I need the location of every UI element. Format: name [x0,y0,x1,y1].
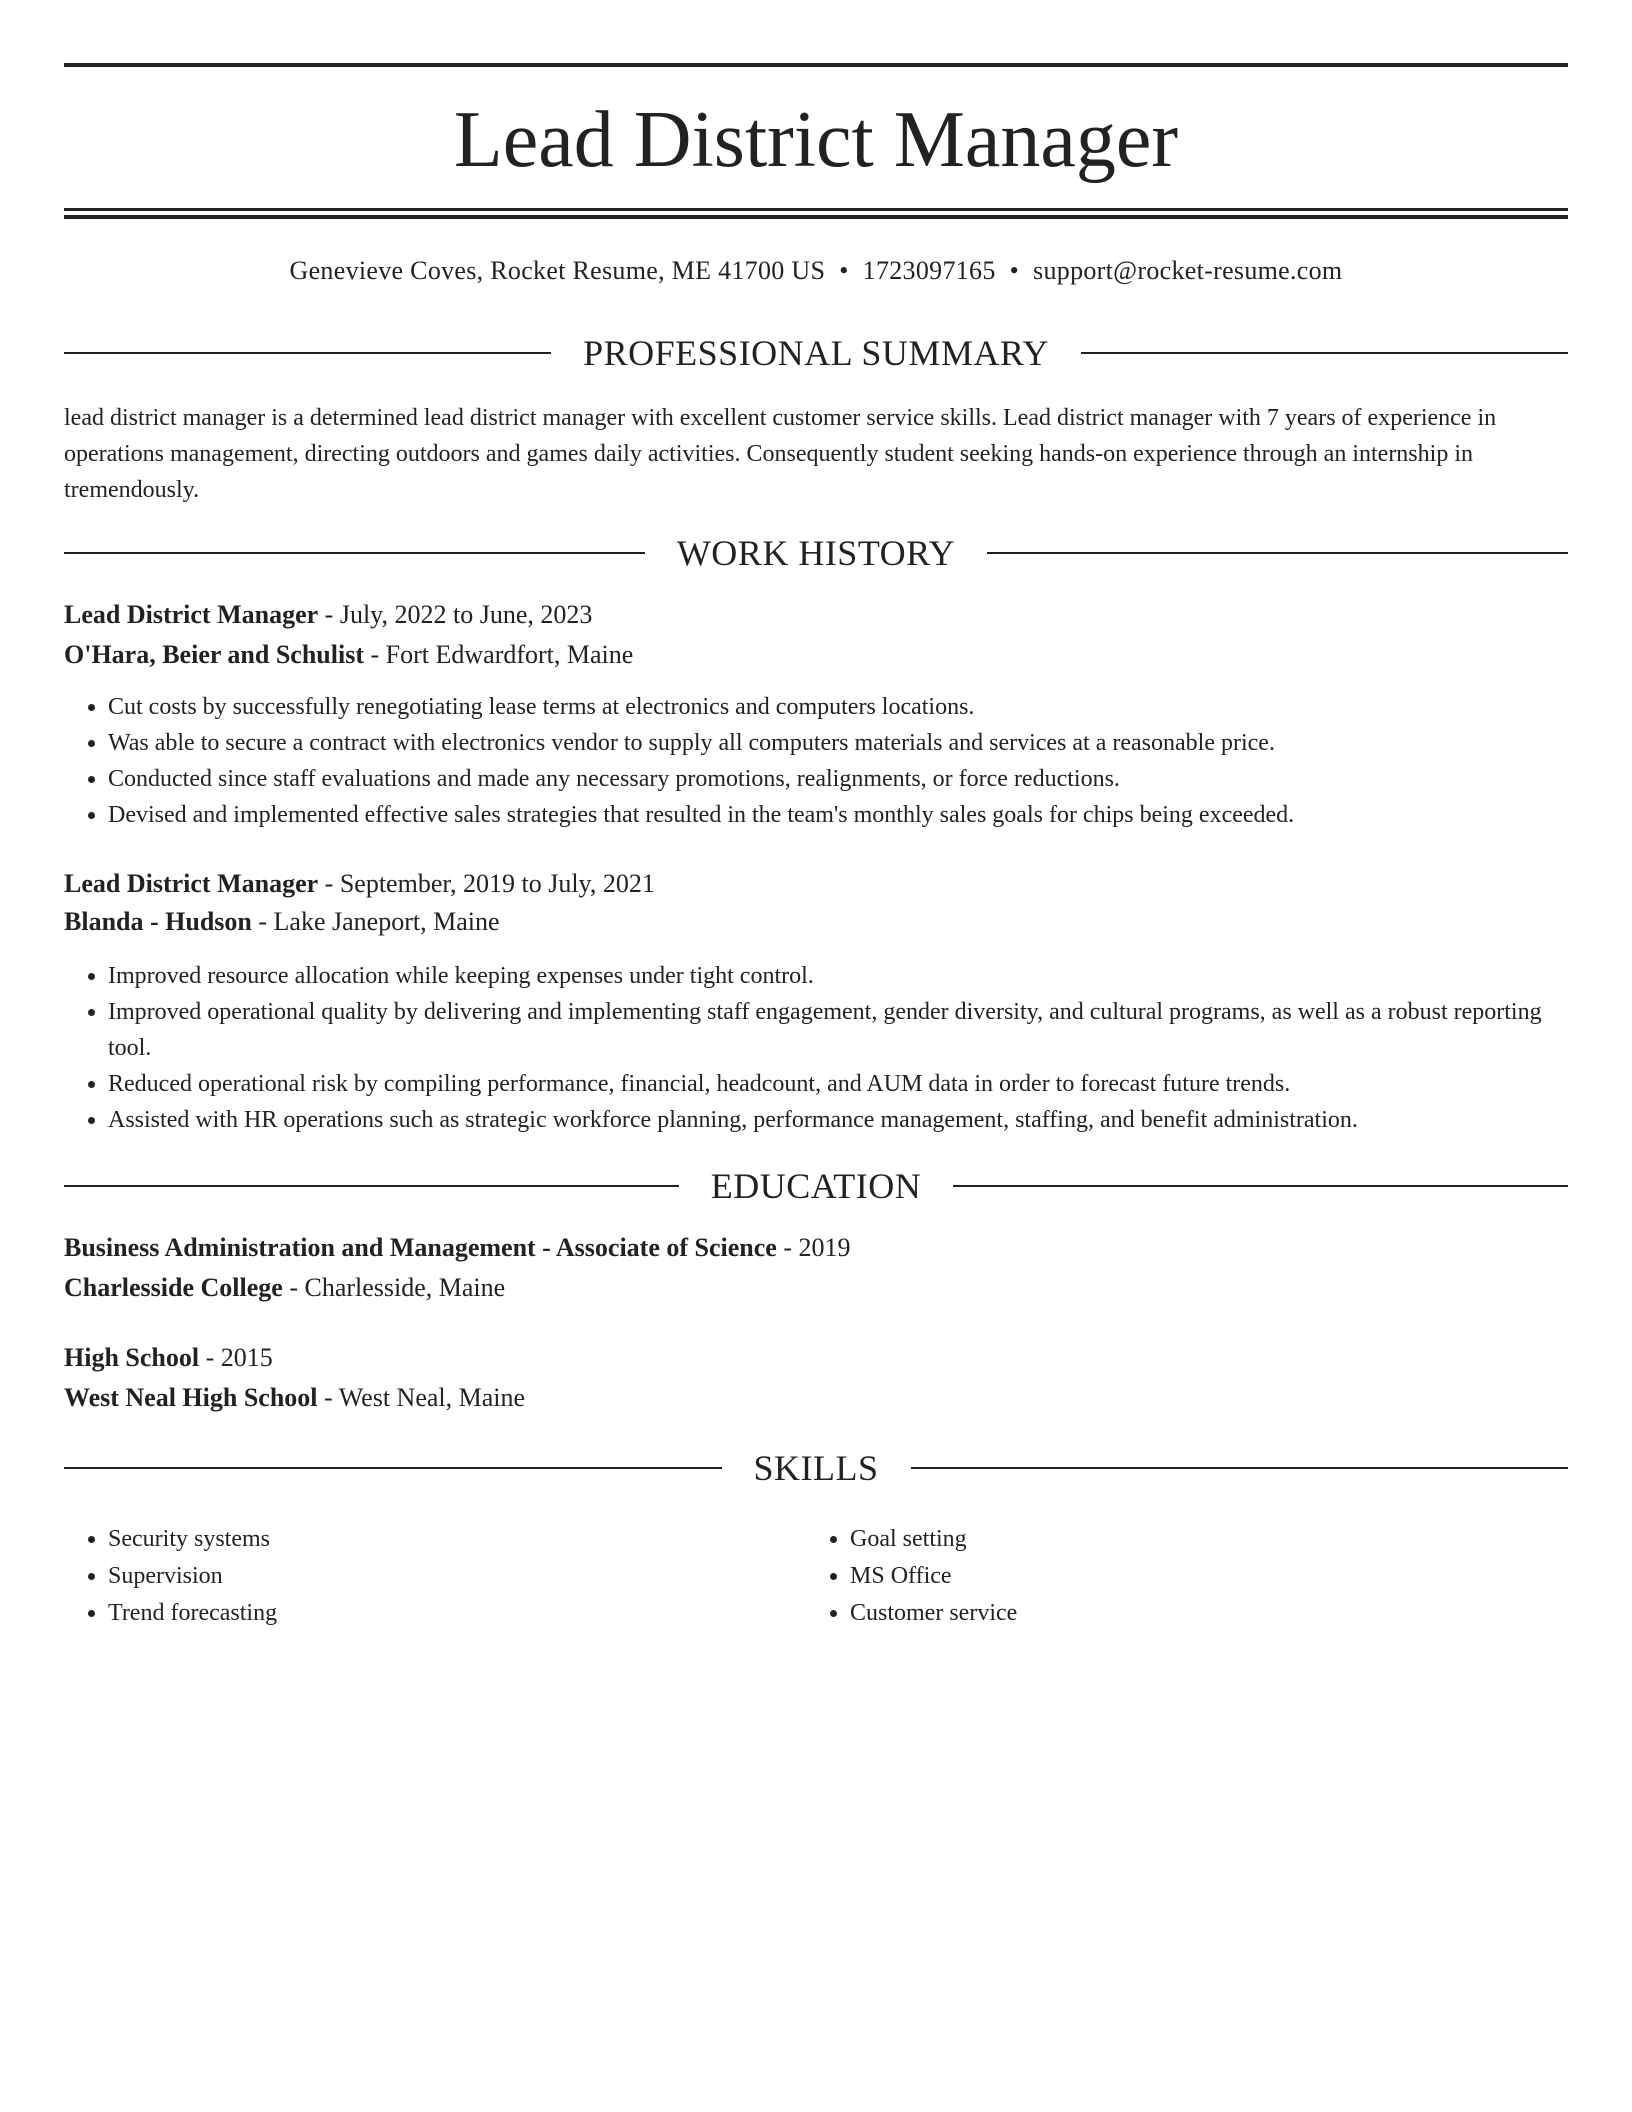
job-bullets [64,958,1568,1138]
education-school: West Neal High School [64,1383,318,1412]
section-title: SKILLS [753,1448,879,1488]
skill-item: • Supervision [108,1558,808,1595]
education-location: - West Neal, Maine [317,1383,526,1412]
heading-rule [64,352,551,354]
heading-rule [911,1467,1569,1469]
heading-rule [64,1185,679,1187]
heading-rule [64,552,645,554]
section-heading-work-history [64,531,1568,575]
education-year: - 2015 [199,1343,273,1372]
education-degree: High School [64,1343,200,1372]
education-school-line [64,1380,1568,1416]
heading-rule [987,552,1568,554]
section-heading-summary [64,331,1568,375]
list-item: • Devised and implemented effective sales strategies that resulted in the team's monthly sales goals for chips being exceeded. [108,797,1568,833]
skill-item: • Trend forecasting [108,1595,808,1632]
list-item: • Cut costs by successfully renegotiating lease terms at electronics and computers locations. [108,689,1568,725]
heading-rule [64,1467,722,1469]
heading-rule [1081,352,1568,354]
education-degree-line [64,1230,1568,1266]
contact-phone: 1723097165 [862,256,996,285]
job-company: Blanda - Hudson [64,907,252,936]
education-location: - Charlesside, Maine [282,1273,506,1302]
section-title: WORK HISTORY [676,533,956,573]
section-heading-skills [64,1446,1568,1490]
job-bullets [64,689,1568,833]
section-title: PROFESSIONAL SUMMARY [583,333,1049,373]
education-year: - 2019 [776,1233,851,1262]
education-degree: Business Administration and Management - Associate of Science [64,1233,777,1262]
skill-item: • Goal setting [850,1521,1550,1558]
job-title: Lead District Manager [64,869,319,898]
job-dates: - September, 2019 to July, 2021 [318,869,655,898]
list-item: • Assisted with HR operations such as strategic workforce planning, performance management, staffing, and benefit administration. [108,1102,1568,1138]
job-company-line [64,637,1568,673]
title-double-rule [64,208,1568,219]
job-title-line [64,597,1568,633]
skill-item: • Customer service [850,1595,1550,1632]
heading-rule [953,1185,1568,1187]
contact-separator: • [1009,256,1020,285]
education-school: Charlesside College [64,1273,283,1302]
job-company-line [64,904,1568,940]
list-item: • Improved resource allocation while keeping expenses under tight control. [108,958,1568,994]
contact-separator: • [839,256,849,285]
job-location: - Lake Janeport, Maine [251,907,500,936]
summary-text: lead district manager is a determined lead district manager with excellent customer service skills. Lead district manager with 7 years of experience in operations management, directing outdoors and games daily activities. Consequently student seeking hands-on experience through an internship in tremendously. [64,405,1497,503]
contact-address: Genevieve Coves, Rocket Resume, ME 41700 US [289,256,826,285]
list-item: • Reduced operational risk by compiling performance, financial, headcount, and AUM data in order to forecast future trends. [108,1066,1568,1102]
job-title: Lead District Manager [64,600,319,629]
skill-item: • MS Office [850,1558,1550,1595]
education-school-line [64,1270,1568,1306]
resume-title: Lead District Manager [453,96,1179,184]
job-title-line [64,866,1568,902]
section-title: EDUCATION [710,1166,922,1206]
contact-line [64,253,1568,289]
job-dates: - July, 2022 to June, 2023 [318,600,593,629]
list-item: • Improved operational quality by delivering and implementing staff engagement, gender diversity, and cultural programs, as well as a robust reporting tool. [108,994,1568,1066]
education-degree-line [64,1340,1568,1376]
contact-email: support@rocket-resume.com [1033,256,1343,285]
list-item: • Was able to secure a contract with electronics vendor to supply all computers materials and services at a reasonable price. [108,725,1568,761]
list-item: • Conducted since staff evaluations and made any necessary promotions, realignments, or force reductions. [108,761,1568,797]
section-heading-education [64,1164,1568,1208]
job-location: - Fort Edwardfort, Maine [364,640,634,669]
skills-list-right [806,1521,1550,1632]
skill-item: • Security systems [108,1521,808,1558]
job-company: O'Hara, Beier and Schulist [64,640,364,669]
top-rule [64,63,1568,67]
skills-list-left [64,1521,808,1632]
